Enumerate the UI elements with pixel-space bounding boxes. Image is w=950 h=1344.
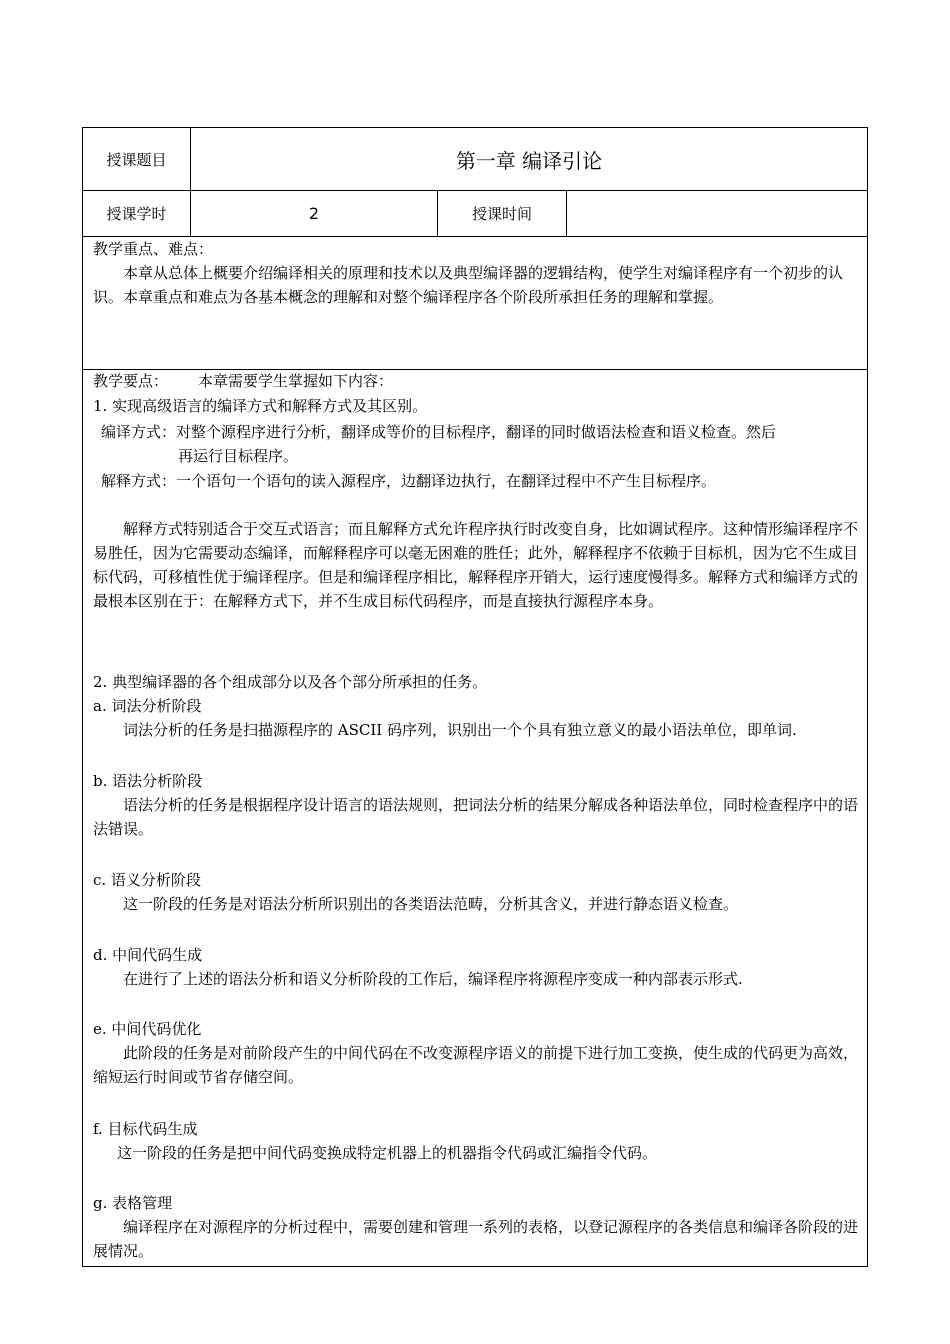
points-heading: [93, 369, 393, 393]
stage-b-body: 语法分析的任务是根据程序设计语言的语法规则，把词法分析的结果分解成各种语法单位，同时检查程序中的语法错误。: [93, 796, 859, 838]
focus-section: [83, 236, 867, 370]
stage-a-body: 词法分析的任务是扫描源程序的 ASCII 码序列，识别出一个个具有独立意义的最小语法单位，即单词.: [123, 721, 797, 739]
compile-line2: 再运行目标程序。: [178, 447, 299, 465]
topic-row: [83, 128, 867, 191]
focus-heading: 教学重点、难点：: [93, 240, 214, 258]
stage-b-title: b. 语法分析阶段: [93, 772, 203, 790]
chapter-title: 第一章 编译引论: [455, 148, 603, 173]
time-value: [567, 190, 867, 236]
hours-value: 2: [191, 190, 438, 236]
stage-c-body: 这一阶段的任务是对语法分析所识别出的各类语法范畴，分析其含义，并进行静态语义检查。: [123, 895, 739, 913]
interp-paragraph: 解释方式特别适合于交互式语言；而且解释方式允许程序执行时改变自身，比如调试程序。这种情形编译程序不易胜任，因为它需要动态编译，而解释程序可以毫无困难的胜任；此外，解释程序不依赖于目标机，因为它不生成目标代码，可移植性优于编译程序。但是和编译程序相比，解释程序开销大，运行速度慢得多。解释方式和编译方式的最根本区别在于：在解释方式下，并不生成目标代码程序，而是直接执行源程序本身。: [93, 520, 859, 610]
interp-label: 解释方式：: [101, 472, 177, 490]
stage-g-body: 编译程序在对源程序的分析过程中，需要创建和管理一系列的表格，以登记源程序的各类信息和编译各阶段的进展情况。: [93, 1218, 859, 1260]
stage-d-body: 在进行了上述的语法分析和语义分析阶段的工作后，编译程序将源程序变成一种内部表示形式.: [123, 970, 743, 988]
stage-f-title: f. 目标代码生成: [93, 1120, 198, 1138]
stage-e-title: e. 中间代码优化: [93, 1020, 202, 1038]
item2-title: 2. 典型编译器的各个组成部分以及各个部分所承担的任务。: [93, 673, 488, 691]
compile-line1: 对整个源程序进行分析，翻译成等价的目标程序，翻译的同时做语法检查和语义检查。然后: [176, 423, 777, 441]
hours-row: [83, 190, 867, 237]
topic-label: 授课题目: [83, 128, 191, 190]
points-heading-label: 教学要点：: [93, 372, 169, 390]
stage-g-title: g. 表格管理: [93, 1194, 173, 1212]
stage-f-body: 这一阶段的任务是把中间代码变换成特定机器上的机器指令代码或汇编指令代码。: [117, 1144, 658, 1162]
focus-body: 本章从总体上概要介绍编译相关的原理和技术以及典型编译器的逻辑结构，使学生对编译程序有一个初步的认识。本章重点和难点为各基本概念的理解和对整个编译程序各个阶段所承担任务的理解和掌握。: [93, 264, 844, 306]
points-section: [83, 369, 867, 1266]
time-label: 授课时间: [438, 190, 567, 236]
hours-label: 授课学时: [83, 190, 191, 236]
lesson-plan-table: [82, 127, 868, 1267]
interp-mode: [101, 469, 859, 493]
points-heading-text: 本章需要学生掌握如下内容：: [198, 372, 394, 390]
compile-mode: [101, 420, 859, 444]
stage-c-title: c. 语义分析阶段: [93, 871, 201, 889]
stage-e-body: 此阶段的任务是对前阶段产生的中间代码在不改变源程序语义的前提下进行加工变换，使生成的代码更为高效，缩短运行时间或节省存储空间。: [93, 1044, 859, 1086]
interp-text: 一个语句一个语句的读入源程序，边翻译边执行，在翻译过程中不产生目标程序。: [176, 472, 717, 490]
stage-a-title: a. 词法分析阶段: [93, 697, 202, 715]
compile-label: 编译方式：: [101, 423, 177, 441]
item1-title: 1. 实现高级语言的编译方式和解释方式及其区别。: [93, 397, 428, 415]
stage-d-title: d. 中间代码生成: [93, 946, 203, 964]
